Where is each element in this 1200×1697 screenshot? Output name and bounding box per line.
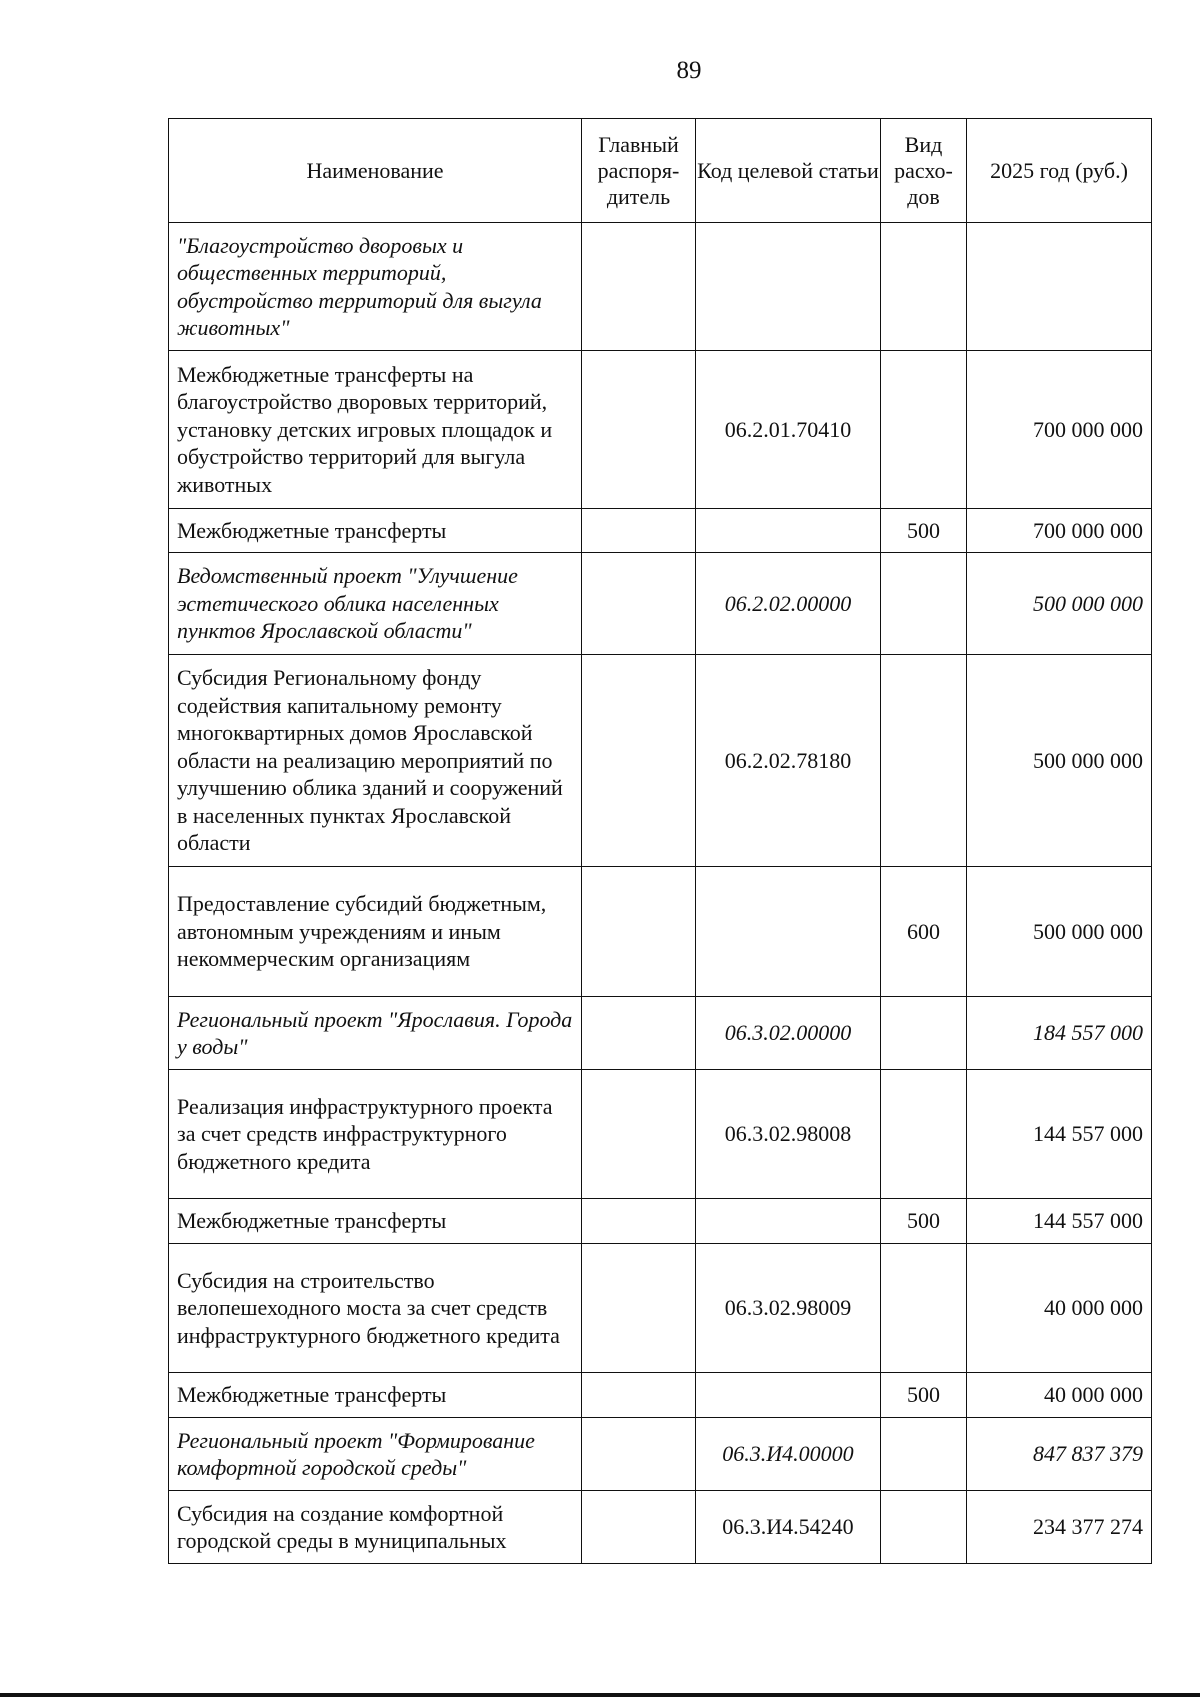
row-target-code [696, 1199, 881, 1244]
row-sum: 144 557 000 [967, 1199, 1152, 1244]
row-name: Субсидия Региональному фонду содействия капитальному ремонту многоквартирных домов Ярославской области на реализацию мероприятий по улучшению облика зданий и сооружений в населенных пунктах Ярославской области [169, 655, 582, 867]
row-expense-kind: 500 [881, 1199, 967, 1244]
table-row [169, 1373, 1152, 1418]
table-row [169, 1244, 1152, 1373]
row-sum: 700 000 000 [967, 509, 1152, 553]
row-target-code: 06.2.02.78180 [696, 655, 881, 867]
row-main-manager [582, 553, 696, 655]
budget-table [168, 118, 1152, 1564]
table-row [169, 997, 1152, 1070]
row-name: Межбюджетные трансферты на благоустройство дворовых территорий, установку детских игровых площадок и обустройство территорий для выгула животных [169, 351, 582, 509]
row-main-manager [582, 1491, 696, 1564]
row-target-code: 06.2.02.00000 [696, 553, 881, 655]
header-target-code: Код целевой статьи [696, 119, 881, 223]
table-row [169, 1491, 1152, 1564]
row-main-manager [582, 1373, 696, 1418]
row-main-manager [582, 1244, 696, 1373]
row-name: "Благоустройство дворовых и общественных территорий, обустройство территорий для выгула животных" [169, 223, 582, 351]
row-name: Межбюджетные трансферты [169, 509, 582, 553]
row-sum: 184 557 000 [967, 997, 1152, 1070]
row-sum: 40 000 000 [967, 1373, 1152, 1418]
row-sum: 500 000 000 [967, 867, 1152, 997]
row-main-manager [582, 223, 696, 351]
table-row [169, 867, 1152, 997]
row-name: Ведомственный проект "Улучшение эстетического облика населенных пунктов Ярославской области" [169, 553, 582, 655]
table-row [169, 1418, 1152, 1491]
row-name: Межбюджетные трансферты [169, 1373, 582, 1418]
row-sum [967, 223, 1152, 351]
row-main-manager [582, 509, 696, 553]
row-target-code [696, 509, 881, 553]
table-row [169, 1199, 1152, 1244]
row-sum: 500 000 000 [967, 655, 1152, 867]
table-header-row [169, 119, 1152, 223]
row-sum: 700 000 000 [967, 351, 1152, 509]
row-expense-kind [881, 1418, 967, 1491]
row-expense-kind [881, 223, 967, 351]
table-row [169, 223, 1152, 351]
page-bottom-edge [0, 1693, 1200, 1697]
table-row [169, 1070, 1152, 1199]
row-name: Субсидия на создание комфортной городской среды в муниципальных [169, 1491, 582, 1564]
row-expense-kind: 600 [881, 867, 967, 997]
row-main-manager [582, 867, 696, 997]
table-row [169, 509, 1152, 553]
row-sum: 40 000 000 [967, 1244, 1152, 1373]
row-main-manager [582, 1070, 696, 1199]
row-expense-kind [881, 553, 967, 655]
row-expense-kind [881, 1070, 967, 1199]
page-number: 89 [676, 57, 702, 84]
row-expense-kind [881, 655, 967, 867]
row-name: Межбюджетные трансферты [169, 1199, 582, 1244]
row-name: Предоставление субсидий бюджетным, автономным учреждениям и иным некоммерческим организациям [169, 867, 582, 997]
row-name: Субсидия на строительство велопешеходного моста за счет средств инфраструктурного бюджетного кредита [169, 1244, 582, 1373]
row-target-code: 06.3.И4.54240 [696, 1491, 881, 1564]
row-expense-kind [881, 1491, 967, 1564]
row-target-code [696, 867, 881, 997]
row-main-manager [582, 997, 696, 1070]
row-name: Региональный проект "Ярославия. Города у воды" [169, 997, 582, 1070]
row-target-code: 06.3.02.00000 [696, 997, 881, 1070]
row-expense-kind [881, 997, 967, 1070]
table-row [169, 351, 1152, 509]
table-row [169, 655, 1152, 867]
row-sum: 234 377 274 [967, 1491, 1152, 1564]
row-main-manager [582, 351, 696, 509]
row-main-manager [582, 1418, 696, 1491]
header-name: Наименование [169, 119, 582, 223]
row-target-code: 06.3.02.98008 [696, 1070, 881, 1199]
row-target-code: 06.3.И4.00000 [696, 1418, 881, 1491]
row-expense-kind [881, 351, 967, 509]
row-expense-kind: 500 [881, 1373, 967, 1418]
row-target-code: 06.3.02.98009 [696, 1244, 881, 1373]
row-target-code: 06.2.01.70410 [696, 351, 881, 509]
header-expense-kind: Вид расхо-дов [881, 119, 967, 223]
row-target-code [696, 223, 881, 351]
row-main-manager [582, 655, 696, 867]
row-expense-kind [881, 1244, 967, 1373]
row-main-manager [582, 1199, 696, 1244]
row-target-code [696, 1373, 881, 1418]
row-sum: 847 837 379 [967, 1418, 1152, 1491]
row-sum: 144 557 000 [967, 1070, 1152, 1199]
row-sum: 500 000 000 [967, 553, 1152, 655]
row-expense-kind: 500 [881, 509, 967, 553]
header-year-sum: 2025 год (руб.) [967, 119, 1152, 223]
table-row [169, 553, 1152, 655]
row-name: Региональный проект "Формирование комфортной городской среды" [169, 1418, 582, 1491]
row-name: Реализация инфраструктурного проекта за счет средств инфраструктурного бюджетного кредита [169, 1070, 582, 1199]
header-main-manager: Главный распоря-дитель [582, 119, 696, 223]
